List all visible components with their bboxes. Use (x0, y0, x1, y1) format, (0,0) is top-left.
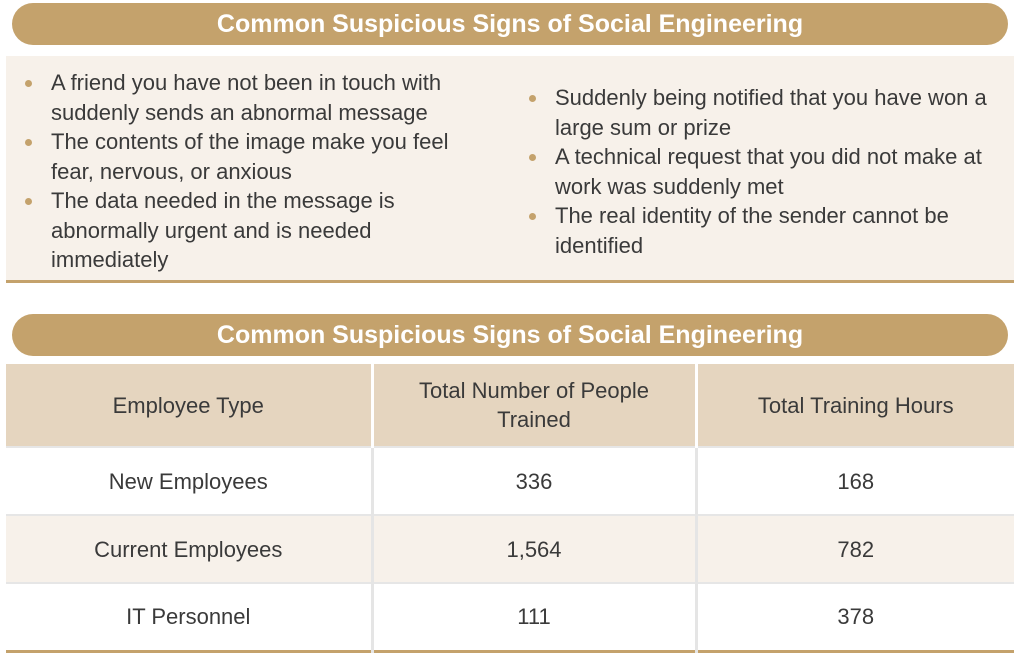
sign-text: The data needed in the message is abnormally urgent and is needed immediately (51, 188, 395, 272)
cell-training-hours: 378 (696, 583, 1014, 651)
bullet-dot-icon (529, 213, 536, 220)
cell-people-trained: 1,564 (372, 515, 696, 583)
sign-text: Suddenly being notified that you have won a large sum or prize (555, 85, 987, 140)
cell-people-trained: 336 (372, 447, 696, 515)
cell-training-hours: 782 (696, 515, 1014, 583)
signs-list-right (524, 83, 1014, 260)
table-header-row (6, 364, 1014, 447)
cell-employee-type: Current Employees (6, 515, 372, 583)
cell-people-trained: 111 (372, 583, 696, 651)
sign-item (524, 83, 1014, 142)
signs-list-left (20, 68, 490, 275)
sign-text: The contents of the image make you feel fear, nervous, or anxious (51, 129, 449, 184)
cell-employee-type: IT Personnel (6, 583, 372, 651)
sign-item (20, 68, 490, 127)
sign-text: A friend you have not been in touch with suddenly sends an abnormal message (51, 70, 442, 125)
sign-text: The real identity of the sender cannot be identified (555, 203, 949, 258)
sign-item (524, 142, 1014, 201)
cell-employee-type: New Employees (6, 447, 372, 515)
column-header-people-trained: Total Number of People Trained (372, 364, 696, 447)
table-row (6, 447, 1014, 515)
training-table (6, 364, 1014, 653)
sign-item (524, 201, 1014, 260)
sign-text: A technical request that you did not make at work was suddenly met (555, 144, 982, 199)
bullet-dot-icon (25, 198, 32, 205)
bullet-dot-icon (25, 80, 32, 87)
section-title-signs (12, 3, 1008, 45)
table-row (6, 515, 1014, 583)
signs-panel (6, 56, 1014, 283)
column-header-employee-type: Employee Type (6, 364, 372, 447)
section-title-training (12, 314, 1008, 356)
sign-item (20, 186, 490, 275)
bullet-dot-icon (529, 154, 536, 161)
section-title-text: Common Suspicious Signs of Social Engineering (216, 9, 804, 38)
cell-training-hours: 168 (696, 447, 1014, 515)
column-header-training-hours: Total Training Hours (696, 364, 1014, 447)
table-row (6, 583, 1014, 651)
sign-item (20, 127, 490, 186)
bullet-dot-icon (25, 139, 32, 146)
section-title-text: Common Suspicious Signs of Social Engineering (216, 320, 804, 349)
bullet-dot-icon (529, 95, 536, 102)
